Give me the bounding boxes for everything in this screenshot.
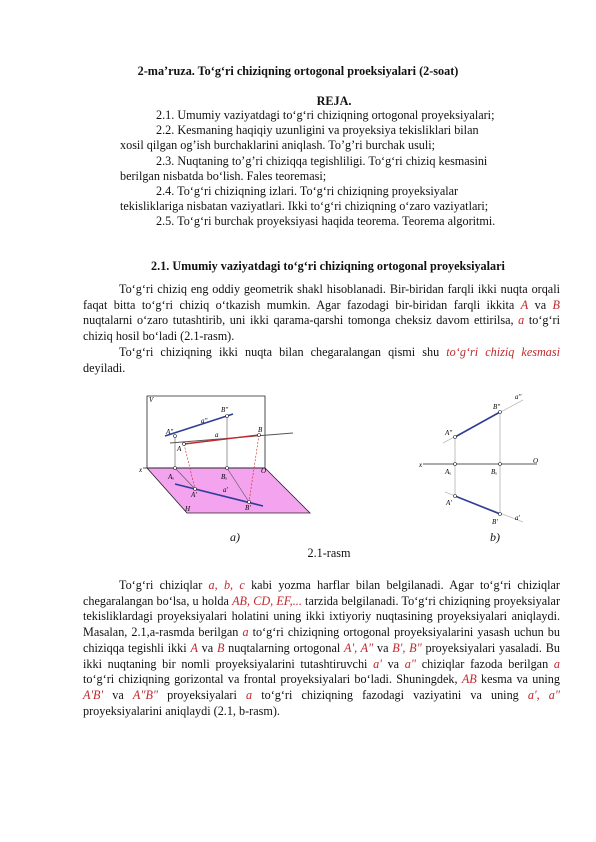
plan-heading: REJA. — [316, 94, 352, 108]
point-Bx — [226, 467, 229, 470]
plan-item: 2.3. Nuqtaning to’g’ri chiziqqa tegishliligi. To‘g‘ri chiziq kesmasini — [156, 153, 488, 168]
label-O: O — [261, 467, 267, 475]
plan-list — [120, 108, 570, 230]
label-x-right: x — [419, 461, 423, 469]
caption-a: a) — [230, 530, 240, 544]
label-B1-right: B' — [492, 518, 498, 526]
label-Ax-right: Aₓ — [445, 468, 452, 476]
line-a2-right — [455, 412, 500, 437]
label-B2-right: B" — [493, 403, 501, 411]
pictorial-diagram — [138, 396, 310, 513]
point-Ax-right — [454, 463, 457, 466]
point-Ax — [174, 467, 177, 470]
plan-item: 2.4. To‘g‘ri chiziqning izlari. To‘g‘ri chiziqning proyeksiyalar — [156, 184, 459, 199]
label-a2: a" — [201, 417, 208, 425]
label-B: B — [258, 426, 263, 434]
label-H: H — [185, 505, 191, 513]
plan-item: 2.5. To‘g‘ri burchak proyeksiyasi haqida teorema. Teorema algoritmi. — [156, 214, 496, 229]
figure-caption: 2.1-rasm — [307, 546, 351, 560]
intro-paragraph: To‘g‘ri chiziq eng oddiy geometrik shakl hisoblanadi. Bir-biridan farqli ikki nuqta orqali faqat bitta to‘g‘ri chiziq o‘tkazish mumkin. Agar fazodagi bir-biridan farqli ikkita A va B nuqtalarni o‘zaro tutashtirib, uni ikki qarama-qarshi tomonga cheksiz davom ettirilsa, a to‘g‘ri chiziq hosil bo‘ladi (2.1-rasm). To‘g‘ri chiziqning ikki nuqta bilan chegaralangan qismi shu to‘g‘ri chiziq kesmasi deyiladi. — [83, 282, 560, 375]
label-x: x — [139, 466, 143, 474]
label-a2-right: a" — [515, 393, 522, 401]
label-O-right: O — [533, 457, 539, 465]
label-V: V — [149, 396, 154, 404]
point-A1-right — [454, 495, 457, 498]
plan-item-cont: berilgan nisbatda bo‘lish. Fales teoremasi; — [120, 168, 327, 183]
figure-2-1 — [115, 388, 545, 533]
plan-item-cont: tekisliklariga nisbatan vaziyatlari. Ikki to‘g‘ri chiziqning o‘zaro vaziyatlari; — [120, 199, 489, 214]
label-B2: B" — [221, 406, 229, 414]
plan-item: 2.1. Umumiy vaziyatdagi to‘g‘ri chiziqning ortogonal proyeksiyalari; — [156, 108, 495, 122]
plan-item-cont: xosil qilgan og’ish burchaklarini aniqlash. To’g’ri burchak usuli; — [120, 138, 436, 153]
label-Bx-right: Bₓ — [491, 468, 498, 476]
label-A1: A' — [191, 491, 197, 499]
point-B2 — [226, 415, 229, 418]
label-B1: B' — [245, 504, 251, 512]
label-Ax: Aₓ — [168, 473, 175, 481]
label-Bx: Bₓ — [221, 473, 228, 481]
body-paragraph: To‘g‘ri chiziqlar a, b, c kabi yozma harflar bilan belgilanadi. Agar to‘g‘ri chiziqlar chegaralangan bo‘lsa, u holda AB, CD, EF,... tarzida belgilanadi. To‘g‘ri chiziqning proyeksiyalar tekisliklardagi proyeksiyalari holatini uning ikki ixtiyoriy nuqtasining proyeksiyalari aniqlaydi. Masalan, 2.1,a-rasmda berilgan a to‘g‘ri chiziqning ortogonal proyeksiyalarini yasash uchun bu chiziqqa tegishli ikki A va B nuqtalarning ortogonal A', A" va B', B" proyeksiyalari yasaladi. Bu ikki nuqtaning bir nomli proyeksiyalarini tutashtiruvchi a' va a" chiziqlar fazoda berilgan a to‘g‘ri chiziqning gorizontal va frontal proyeksiyalari bo‘ladi. Shuningdek, AB kesma va uning A'B' va A"B" proyeksiyalari a to‘g‘ri chiziqning fazodagi vaziyatini va uning a', a" proyeksiyalarini aniqlaydi (2.1, b-rasm). — [83, 578, 561, 718]
label-a: a — [215, 431, 219, 439]
caption-b: b) — [490, 530, 500, 544]
section-heading: 2.1. Umumiy vaziyatdagi to‘g‘ri chiziqning ortogonal proyeksiyalari — [151, 259, 505, 273]
point-A — [183, 443, 186, 446]
lecture-title: 2-ma’ruza. To‘g‘ri chiziqning ortogonal proeksiyalari (2-soat) — [137, 64, 459, 78]
point-A2 — [174, 435, 177, 438]
orthogonal-drawing — [418, 393, 538, 526]
label-A1-right: A' — [446, 499, 452, 507]
point-Bx-right — [499, 463, 502, 466]
label-A: A — [177, 445, 182, 453]
label-a1: a' — [223, 486, 228, 494]
plan-item: 2.2. Kesmaning haqiqiy uzunligini va proyeksiya tekisliklari bilan — [156, 123, 479, 138]
label-A2-right: A" — [445, 429, 453, 437]
label-A2: A" — [166, 428, 174, 436]
frontal-plane-V — [147, 396, 265, 468]
point-B1-right — [499, 513, 502, 516]
line-a1-right — [455, 496, 500, 514]
label-a1-right: a' — [515, 514, 520, 522]
point-A2-right — [454, 436, 457, 439]
